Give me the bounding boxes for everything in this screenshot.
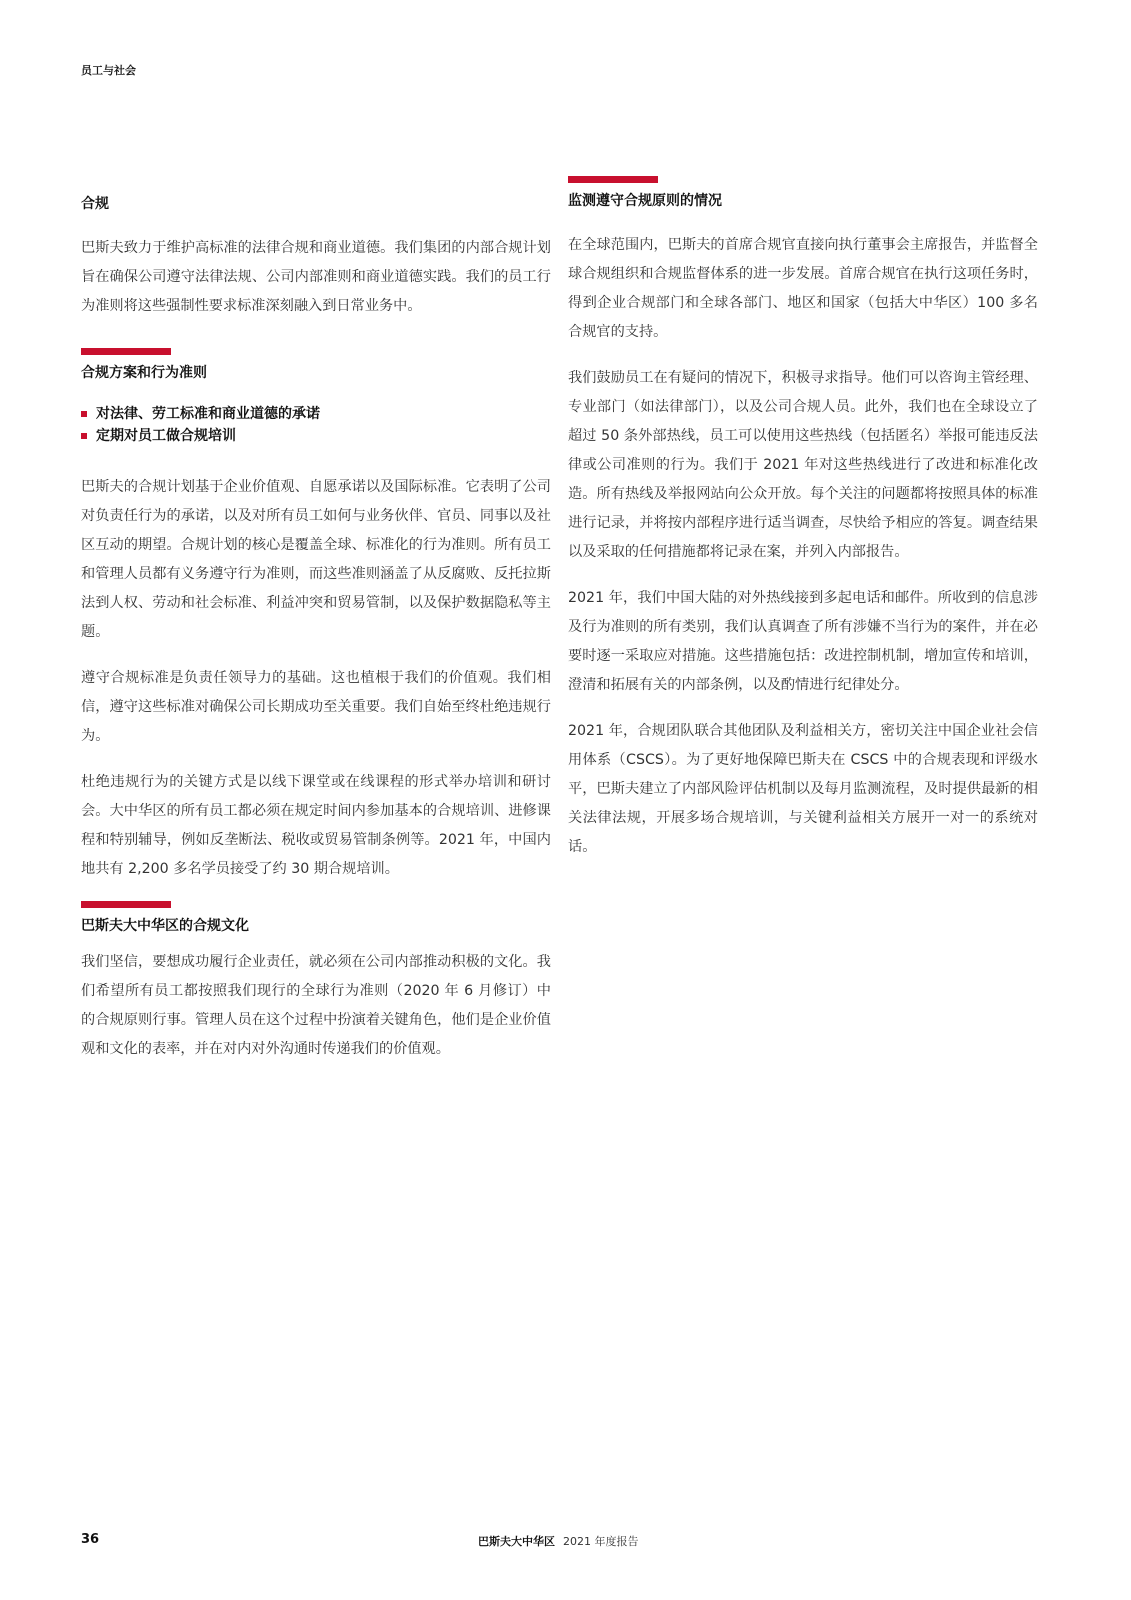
paragraph: 2021 年，我们中国大陆的对外热线接到多起电话和邮件。所收到的信息涉及行为准则的所有类别，我们认真调查了所有涉嫌不当行为的案件，并在必要时逐一采取应对措施。这些措施包括：改进控制机制，增加宣传和培训，澄清和拓展有关的内部条例，以及酌情进行纪律处分。 xyxy=(568,590,1038,693)
accent-bar xyxy=(81,348,171,355)
section-heading-program: 合规方案和行为准则 xyxy=(81,365,207,381)
right-column xyxy=(568,176,1038,879)
running-head: 员工与社会 xyxy=(81,64,136,77)
paragraph: 在全球范围内，巴斯夫的首席合规官直接向执行董事会主席报告，并监督全球合规组织和合规监督体系的进一步发展。首席合规官在执行这项任务时，得到企业合规部门和全球各部门、地区和国家（包括大中华区）100 多名合规官的支持。 xyxy=(568,237,1038,340)
paragraph: 杜绝违规行为的关键方式是以线下课堂或在线课程的形式举办培训和研讨会。大中华区的所有员工都必须在规定时间内参加基本的合规培训、进修课程和特别辅导，例如反垄断法、税收或贸易管制条例等。2021 年，中国内地共有 2,200 多名学员接受了约 30 期合规培训。 xyxy=(81,774,551,877)
bullet-item xyxy=(81,425,551,447)
footer-brand: 巴斯夫大中华区 xyxy=(478,1535,555,1548)
accent-bar xyxy=(568,176,658,183)
page-number: 36 xyxy=(81,1532,100,1547)
left-column xyxy=(81,194,551,1081)
paragraph: 我们坚信，要想成功履行企业责任，就必须在公司内部推动积极的文化。我们希望所有员工都按照我们现行的全球行为准则（2020 年 6 月修订）中的合规原则行事。管理人员在这个过程中扮演着关键角色，他们是企业价值观和文化的表率，并在对内对外沟通时传递我们的价值观。 xyxy=(81,954,551,1057)
key-points-list xyxy=(81,403,551,447)
paragraph: 巴斯夫的合规计划基于企业价值观、自愿承诺以及国际标准。它表明了公司对负责任行为的承诺，以及对所有员工如何与业务伙伴、官员、同事以及社区互动的期望。合规计划的核心是覆盖全球、标准化的行为准则。所有员工和管理人员都有义务遵守行为准则，而这些准则涵盖了从反腐败、反托拉斯法到人权、劳动和社会标准、利益冲突和贸易管制，以及保护数据隐私等主题。 xyxy=(81,479,551,640)
paragraph: 巴斯夫致力于维护高标准的法律合规和商业道德。我们集团的内部合规计划旨在确保公司遵守法律法规、公司内部准则和商业道德实践。我们的员工行为准则将这些强制性要求标准深刻融入到日常业务中。 xyxy=(81,240,551,314)
section-heading-culture: 巴斯夫大中华区的合规文化 xyxy=(81,918,249,934)
paragraph: 遵守合规标准是负责任领导力的基础。这也植根于我们的价值观。我们相信，遵守这些标准对确保公司长期成功至关重要。我们自始至终杜绝违规行为。 xyxy=(81,670,551,744)
section-heading-compliance: 合规 xyxy=(81,196,109,212)
bullet-square-icon xyxy=(81,411,87,417)
accent-bar xyxy=(81,901,171,908)
bullet-square-icon xyxy=(81,433,87,439)
page-footer xyxy=(0,1532,1131,1552)
bullet-text: 定期对员工做合规培训 xyxy=(96,428,236,444)
paragraph: 我们鼓励员工在有疑问的情况下，积极寻求指导。他们可以咨询主管经理、专业部门（如法律部门），以及公司合规人员。此外，我们也在全球设立了超过 50 条外部热线，员工可以使用这些热线（包括匿名）举报可能违反法律或公司准则的行为。我们于 2021 年对这些热线进行了改进和标准化改造。所有热线及举报网站向公众开放。每个关注的问题都将按照具体的标准进行记录，并将按内部程序进行适当调查，尽快给予相应的答复。调查结果以及采取的任何措施都将记录在案，并列入内部报告。 xyxy=(568,370,1038,560)
paragraph: 2021 年，合规团队联合其他团队及利益相关方，密切关注中国企业社会信用体系（CSCS）。为了更好地保障巴斯夫在 CSCS 中的合规表现和评级水平，巴斯夫建立了内部风险评估机制以及每月监测流程，及时提供最新的相关法律法规，开展多场合规培训，与关键利益相关方展开一对一的系统对话。 xyxy=(568,723,1038,855)
bullet-text: 对法律、劳工标准和商业道德的承诺 xyxy=(96,406,320,422)
footer-report-title xyxy=(478,1533,639,1549)
section-heading-monitoring: 监测遵守合规原则的情况 xyxy=(568,193,722,209)
bullet-item xyxy=(81,403,551,425)
footer-report: 2021 年度报告 xyxy=(563,1535,639,1548)
